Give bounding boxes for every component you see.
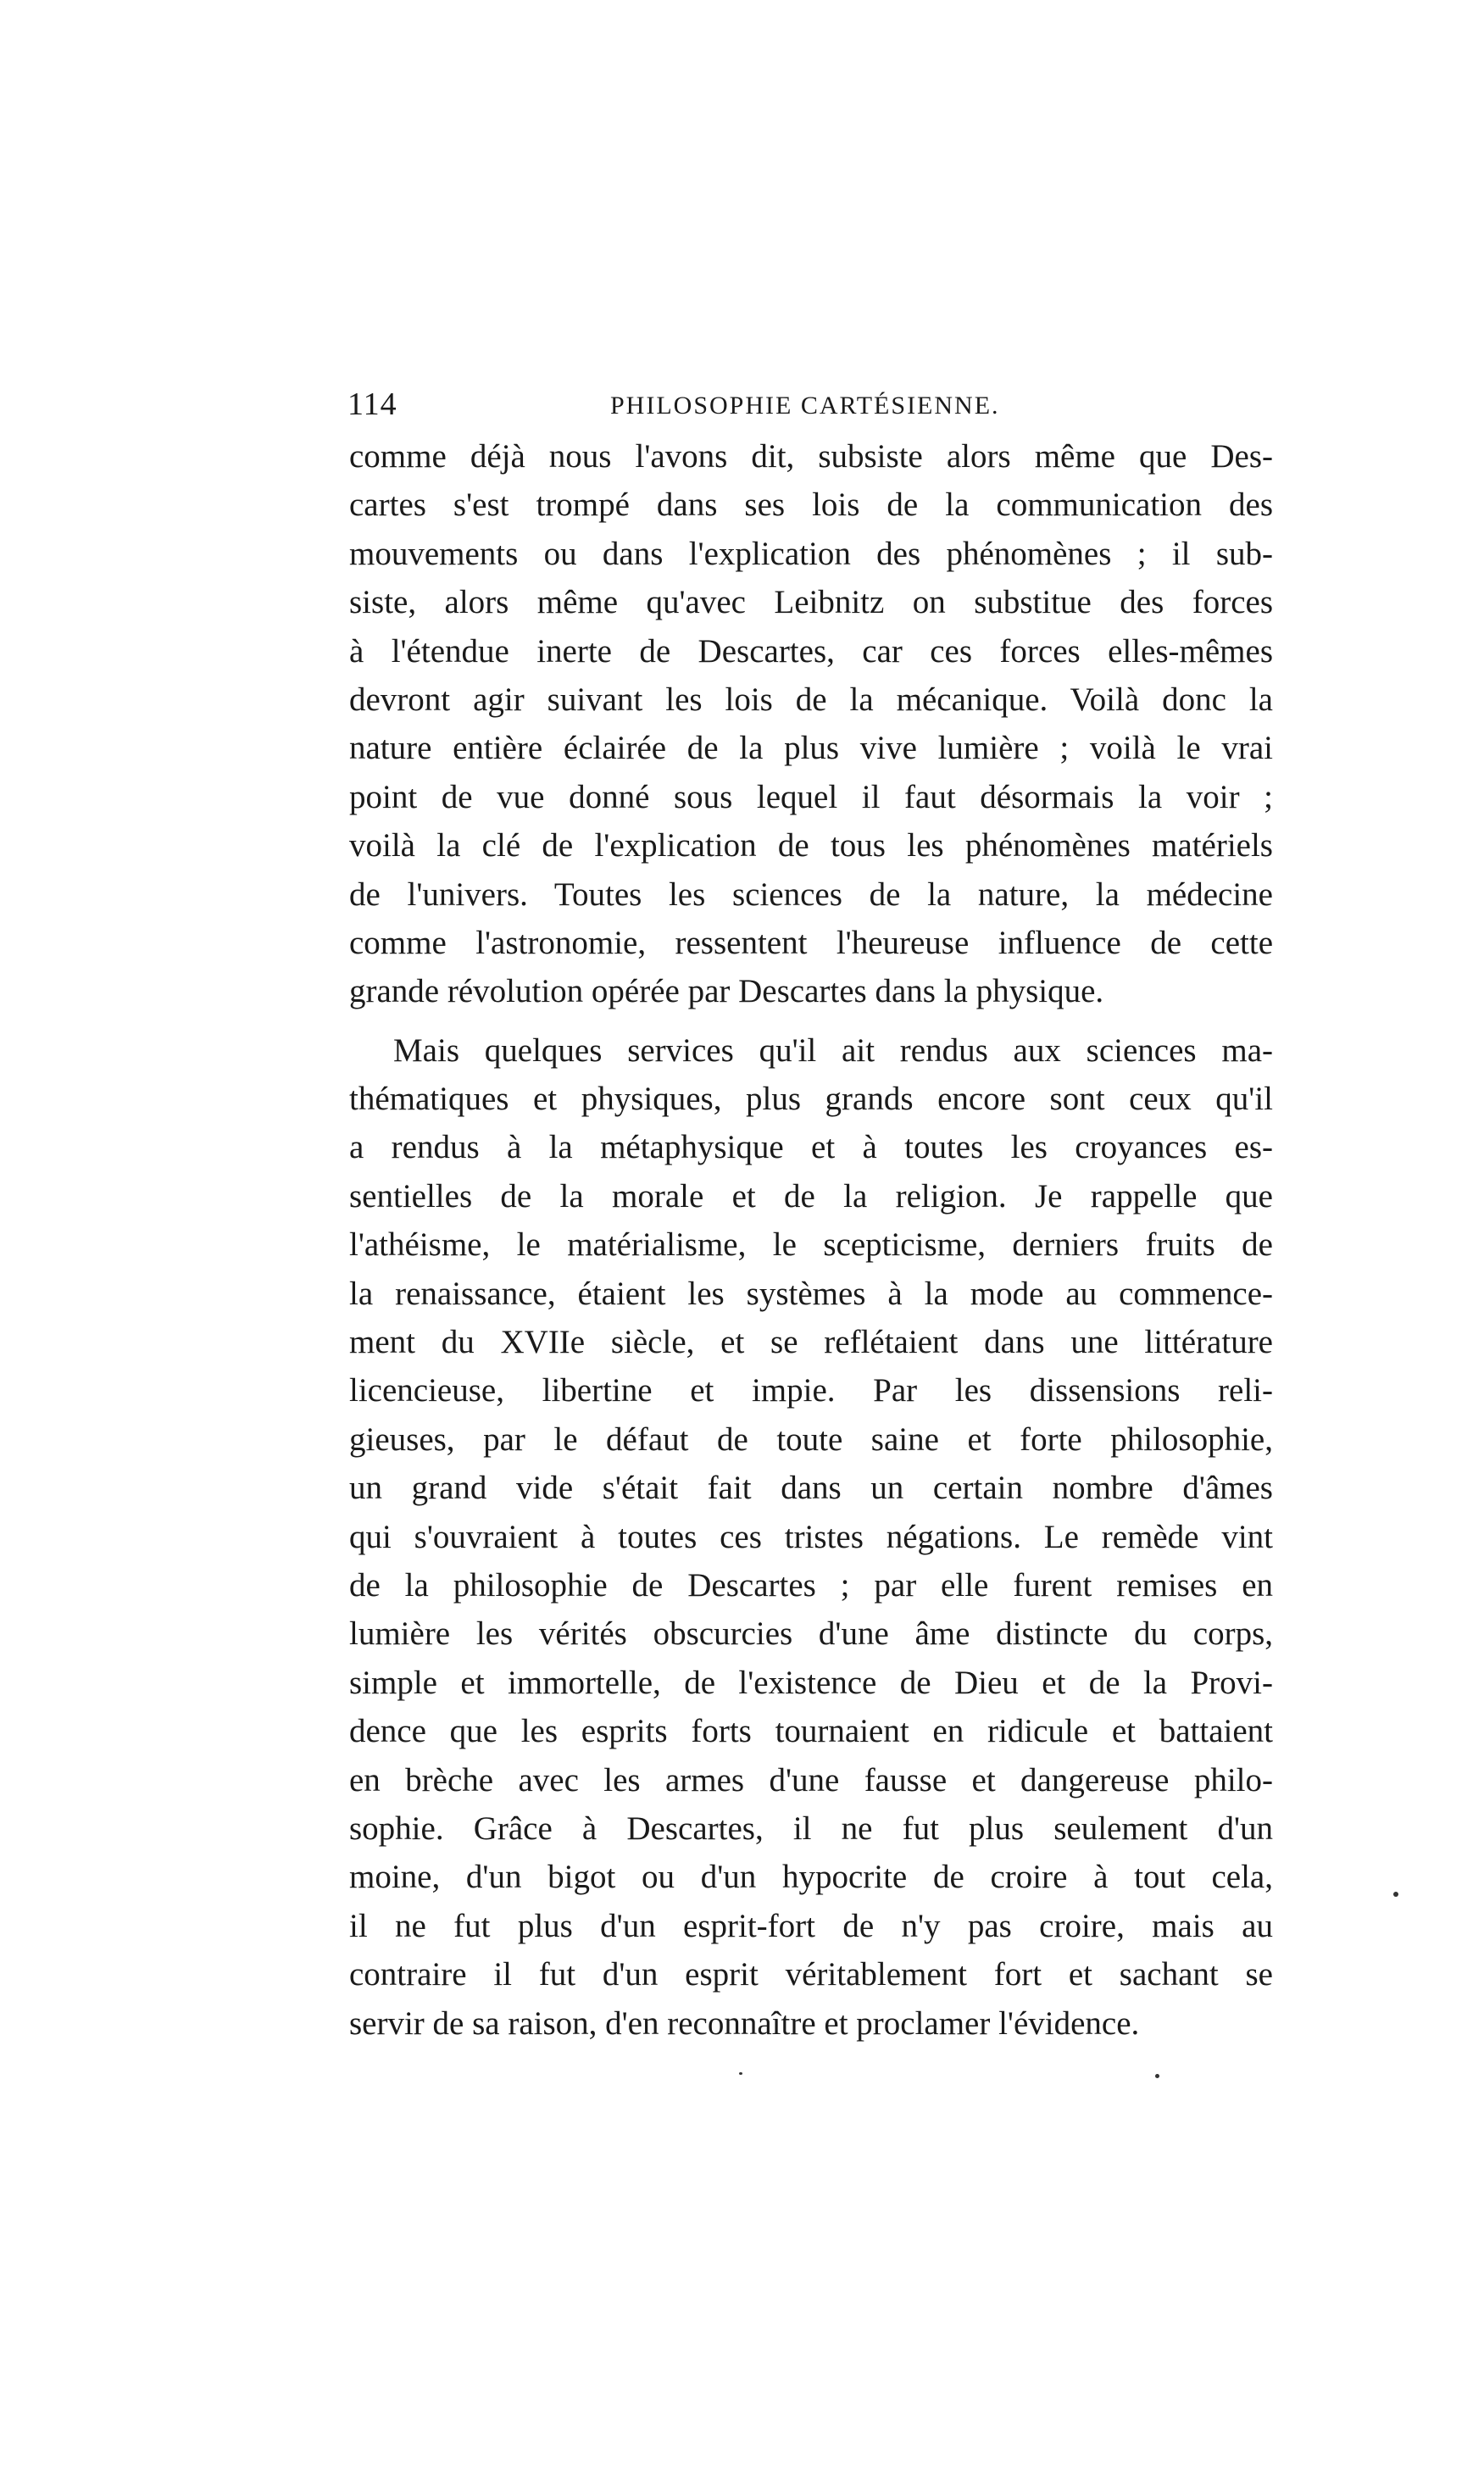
running-title: PHILOSOPHIE CARTÉSIENNE.	[610, 392, 1000, 420]
scan-speck	[1155, 2074, 1159, 2078]
text-line: sophie. Grâce à Descartes, il ne fut plus seulement d'un	[349, 1810, 1273, 1847]
text-line: nature entière éclairée de la plus vive lumière ; voilà le vrai	[349, 730, 1273, 767]
text-line: devront agir suivant les lois de la mécanique. Voilà donc la	[349, 681, 1273, 718]
text-line: siste, alors même qu'avec Leibnitz on substitue des forces	[349, 584, 1273, 621]
text-line: l'athéisme, le matérialisme, le scepticisme, derniers fruits de	[349, 1226, 1273, 1264]
text-line: servir de sa raison, d'en reconnaître et proclamer l'évidence.	[349, 2004, 1140, 2042]
text-line: gieuses, par le défaut de toute saine et forte philosophie,	[349, 1420, 1273, 1458]
text-line: ment du XVIIe siècle, et se reflétaient dans une littérature	[349, 1324, 1273, 1361]
text-line: sentielles de la morale et de la religion. Je rappelle que	[349, 1177, 1273, 1215]
text-line: de la philosophie de Descartes ; par elle furent remises en	[349, 1566, 1273, 1604]
text-line: lumière les vérités obscurcies d'une âme distincte du corps,	[349, 1615, 1273, 1653]
running-head	[347, 383, 1271, 425]
text-line: en brèche avec les armes d'une fausse et dangereuse philo-	[349, 1761, 1273, 1798]
text-line: mouvements ou dans l'explication des phénomènes ; il sub-	[349, 535, 1273, 572]
text-line: licencieuse, libertine et impie. Par les dissensions reli-	[349, 1372, 1273, 1409]
text-line: à l'étendue inerte de Descartes, car ces forces elles-mêmes	[349, 632, 1273, 670]
text-line: contraire il fut d'un esprit véritablement fort et sachant se	[349, 1956, 1273, 1993]
text-line: il ne fut plus d'un esprit-fort de n'y pas croire, mais au	[349, 1907, 1273, 1944]
text-line: comme l'astronomie, ressentent l'heureuse influence de cette	[349, 924, 1273, 961]
text-line: simple et immortelle, de l'existence de Dieu et de la Provi-	[349, 1664, 1273, 1701]
text-line: moine, d'un bigot ou d'un hypocrite de croire à tout cela,	[349, 1859, 1273, 1896]
text-line: grande révolution opérée par Descartes dans la physique.	[349, 973, 1104, 1010]
body-text	[349, 432, 1273, 2048]
text-line: cartes s'est trompé dans ses lois de la communication des	[349, 486, 1273, 524]
text-line: point de vue donné sous lequel il faut désormais la voir ;	[349, 778, 1273, 815]
text-line: la renaissance, étaient les systèmes à la mode au commence-	[349, 1275, 1273, 1312]
page-number: 114	[347, 386, 397, 422]
text-line: voilà la clé de l'explication de tous les phénomènes matériels	[349, 827, 1273, 864]
text-line: a rendus à la métaphysique et à toutes les croyances es-	[349, 1129, 1273, 1166]
text-line: un grand vide s'était fait dans un certain nombre d'âmes	[349, 1470, 1273, 1507]
text-line: comme déjà nous l'avons dit, subsiste alors même que Des-	[349, 438, 1273, 475]
scan-speck	[1393, 1892, 1398, 1897]
scan-speck	[739, 2072, 742, 2075]
text-line: Mais quelques services qu'il ait rendus aux sciences ma-	[393, 1031, 1273, 1069]
paragraph	[349, 1026, 1273, 2048]
text-line: de l'univers. Toutes les sciences de la nature, la médecine	[349, 876, 1273, 913]
text-line: qui s'ouvraient à toutes ces tristes négations. Le remède vint	[349, 1518, 1273, 1555]
text-line: thématiques et physiques, plus grands encore sont ceux qu'il	[349, 1081, 1273, 1118]
text-line: dence que les esprits forts tournaient en ridicule et battaient	[349, 1713, 1273, 1750]
paragraph	[349, 432, 1273, 1016]
